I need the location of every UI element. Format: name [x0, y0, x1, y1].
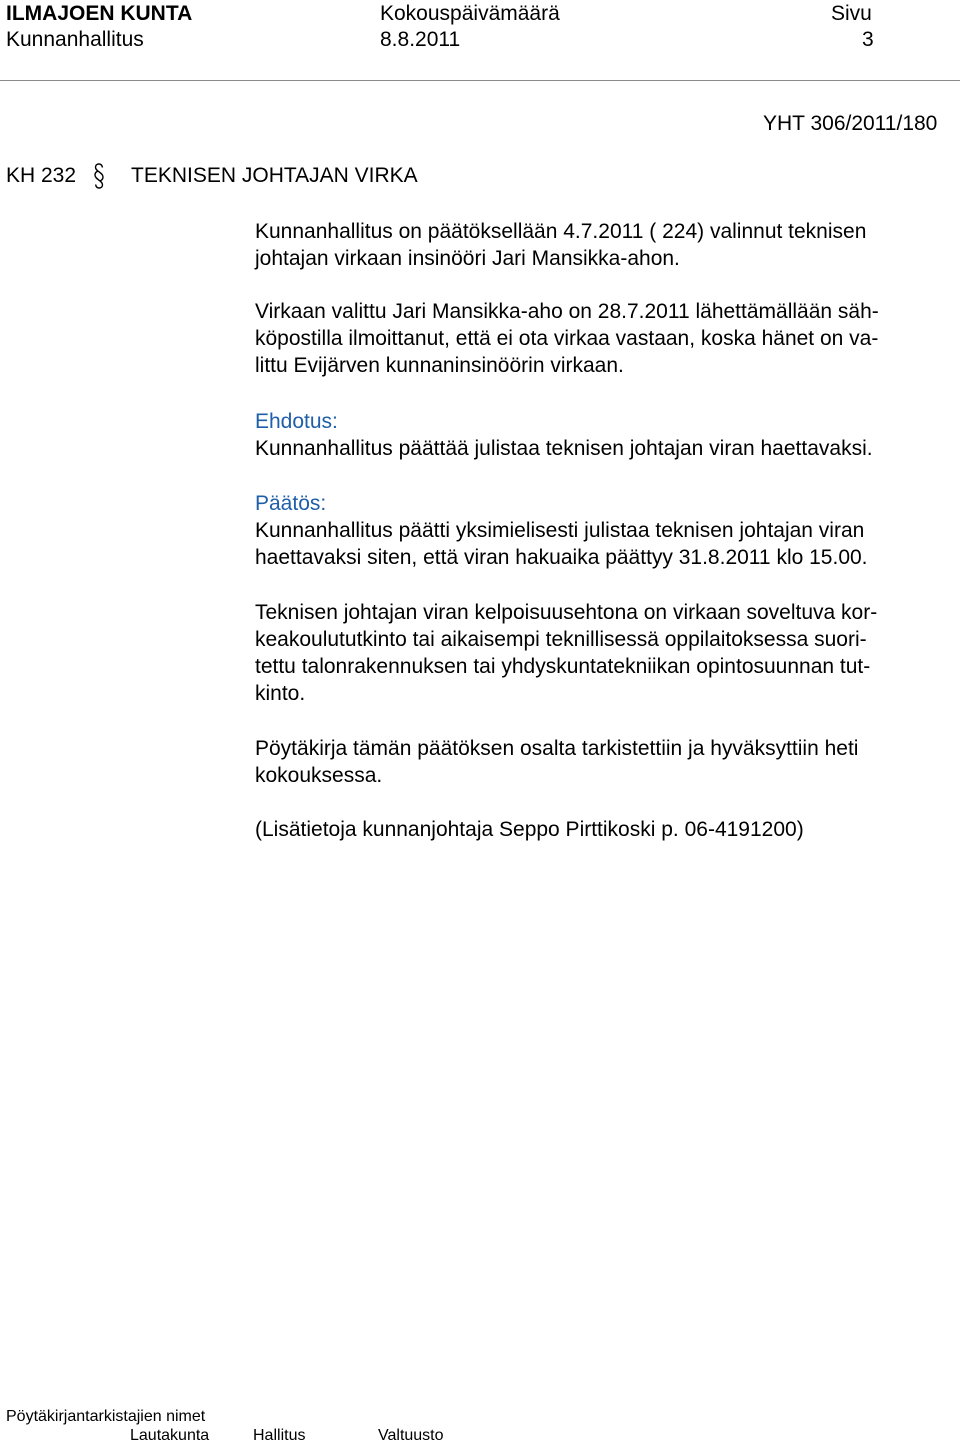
organization-name: ILMAJOEN KUNTA: [6, 2, 193, 25]
qualification-line: Teknisen johtajan viran kelpoisuusehtona on virkaan soveltuva kor-: [255, 601, 878, 624]
decision-section: [255, 490, 955, 571]
meeting-body: Kunnanhallitus: [6, 28, 144, 51]
minutes-paragraph: [255, 735, 955, 789]
meeting-date-label: Kokouspäivämäärä: [380, 2, 560, 25]
contact-line: (Lisätietoja kunnanjohtaja Seppo Pirttikoski p. 06-4191200): [255, 818, 804, 841]
page-number: 3: [862, 28, 874, 51]
qualification-line: keakoulututkinto tai aikaisempi teknillisessä oppilaitoksessa suori-: [255, 628, 867, 651]
section-title: TEKNISEN JOHTAJAN VIRKA: [131, 164, 418, 187]
footer-column-government: Hallitus: [253, 1427, 306, 1444]
header-divider: [0, 80, 960, 81]
checkers-label: Pöytäkirjantarkistajien nimet: [6, 1408, 206, 1425]
background-line: littu Evijärven kunnaninsinöörin virkaan.: [255, 354, 624, 377]
contact-paragraph: [255, 816, 955, 843]
qualification-paragraph: [255, 599, 955, 707]
background-line: Virkaan valittu Jari Mansikka-aho on 28.7.2011 lähettämällään säh-: [255, 300, 879, 323]
proposal-label: Ehdotus:: [255, 410, 338, 433]
intro-paragraph: [255, 218, 955, 272]
intro-line: johtajan virkaan insinööri Jari Mansikka-ahon.: [255, 247, 680, 270]
section-sign-icon: [92, 162, 106, 190]
page-label: Sivu: [831, 2, 872, 25]
qualification-line: kinto.: [255, 682, 306, 705]
proposal-line: Kunnanhallitus päättää julistaa teknisen johtajan viran haettavaksi.: [255, 437, 873, 460]
qualification-line: tettu talonrakennuksen tai yhdyskuntatekniikan opintosuunnan tut-: [255, 655, 871, 678]
minutes-line: kokouksessa.: [255, 764, 383, 787]
decision-line: Kunnanhallitus päätti yksimielisesti julistaa teknisen johtajan viran: [255, 519, 865, 542]
proposal-section: [255, 408, 955, 462]
decision-label: Päätös:: [255, 492, 327, 515]
decision-line: haettavaksi siten, että viran hakuaika päättyy 31.8.2011 klo 15.00.: [255, 546, 868, 569]
intro-line: Kunnanhallitus on päätöksellään 4.7.2011 ( 224) valinnut teknisen: [255, 220, 867, 243]
footer-column-board: Lautakunta: [130, 1427, 210, 1444]
meeting-date: 8.8.2011: [380, 28, 461, 51]
background-paragraph: [255, 298, 955, 379]
minutes-line: Pöytäkirja tämän päätöksen osalta tarkistettiin ja hyväksyttiin heti: [255, 737, 859, 760]
section-number: KH 232: [6, 164, 77, 187]
footer-column-council: Valtuusto: [378, 1427, 444, 1444]
case-reference: YHT 306/2011/180: [763, 112, 938, 135]
background-line: köpostilla ilmoittanut, että ei ota virkaa vastaan, koska hänet on va-: [255, 327, 879, 350]
